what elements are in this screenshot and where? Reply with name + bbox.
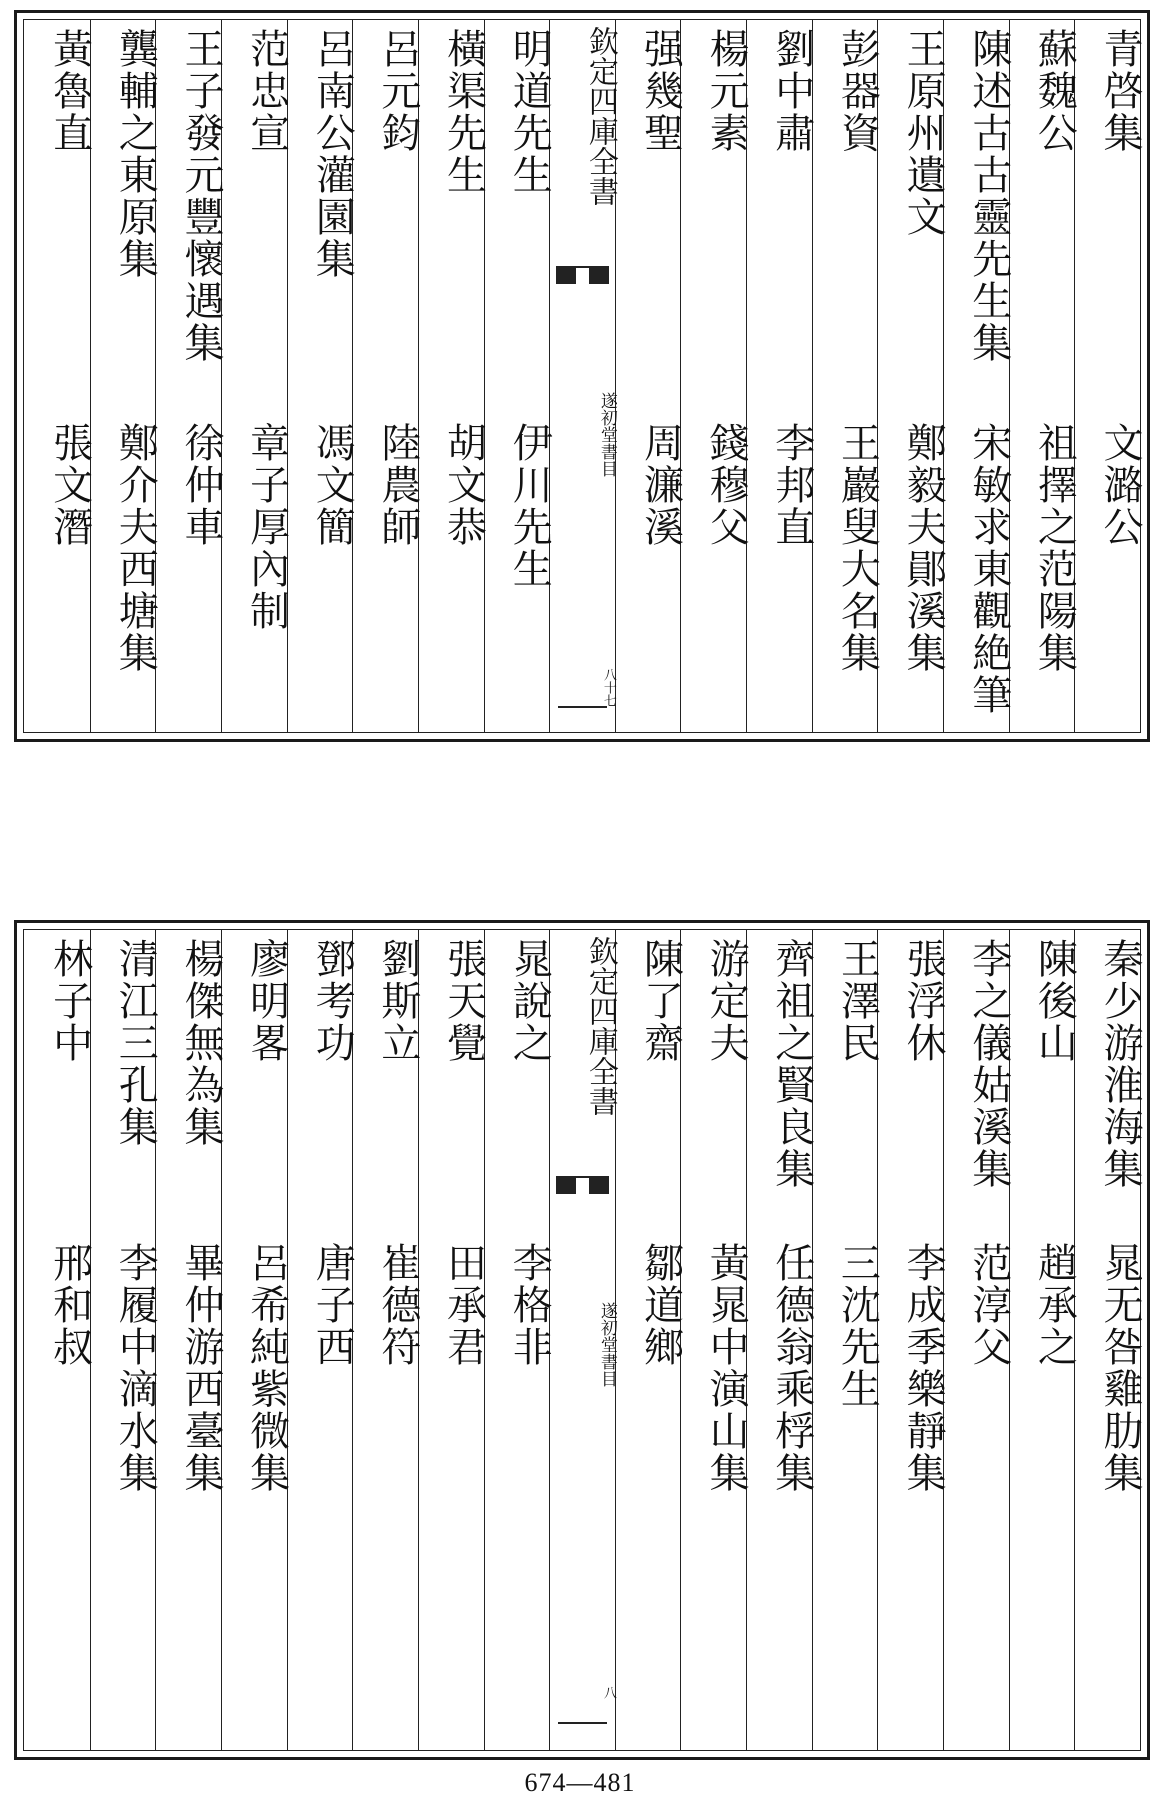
secondary-entry: 畢仲游西臺集: [177, 1242, 224, 1494]
secondary-entry: 宋敏求東觀絶筆: [965, 422, 1012, 716]
catalog-column: [943, 20, 1012, 732]
work-title: 鄧考功: [309, 938, 356, 1064]
secondary-entry: 胡文恭: [440, 422, 487, 548]
work-title: 蘇魏公: [1031, 28, 1078, 154]
catalog-column: [615, 20, 684, 732]
secondary-entry: 文潞公: [1097, 422, 1143, 548]
catalog-column: [615, 930, 684, 1750]
secondary-entry: 晁无咎雞肋集: [1097, 1242, 1143, 1494]
lower-page-columns: [23, 929, 1141, 1751]
work-title: 彭器資: [834, 28, 881, 154]
catalog-column: [418, 20, 487, 732]
catalog-column: [877, 930, 947, 1750]
secondary-entry: 李邦直: [768, 422, 815, 548]
work-title: 橫渠先生: [440, 28, 487, 196]
work-title: 陳後山: [1031, 938, 1078, 1064]
work-title: 呂南公灌園集: [309, 28, 356, 280]
secondary-entry: 章子厚內制: [243, 422, 290, 632]
secondary-entry: 王巖叟大名集: [834, 422, 881, 674]
upper-page-columns: [23, 19, 1141, 733]
secondary-entry: 錢穆父: [703, 422, 750, 548]
secondary-entry: 鄒道鄉: [637, 1242, 684, 1368]
work-title: 强幾聖: [637, 28, 684, 154]
secondary-entry: 邢和叔: [46, 1242, 93, 1368]
catalog-column: [812, 20, 881, 732]
catalog-column: [680, 20, 750, 732]
page-number: 674—481: [524, 1768, 636, 1797]
work-title: 楊傑無為集: [177, 938, 224, 1148]
catalog-column: [24, 20, 93, 732]
work-title: 楊元素: [703, 28, 750, 154]
catalog-column: [1009, 20, 1078, 732]
work-title: 王澤民: [834, 938, 881, 1064]
work-title: 張浮休: [900, 938, 947, 1064]
catalog-column: [418, 930, 487, 1750]
catalog-column: [24, 930, 93, 1750]
catalog-column: [155, 20, 224, 732]
work-title: 呂元鈞: [374, 28, 421, 154]
work-title: 齊祖之賢良集: [768, 938, 815, 1190]
secondary-entry: 周濂溪: [637, 422, 684, 548]
secondary-entry: 黃晁中演山集: [703, 1242, 750, 1494]
secondary-entry: 趙承之: [1031, 1242, 1078, 1368]
lower-page-frame: [14, 920, 1150, 1760]
catalog-column: [877, 20, 947, 732]
folio-number: 八十七: [600, 668, 616, 707]
secondary-entry: 祖擇之范陽集: [1031, 422, 1078, 674]
catalog-column: [155, 930, 224, 1750]
secondary-entry: 徐仲車: [177, 422, 224, 548]
work-title: 游定夫: [703, 938, 750, 1064]
secondary-entry: 呂希純紫微集: [243, 1242, 290, 1494]
secondary-entry: 鄭介夫西塘集: [112, 422, 159, 674]
work-title: 王子發元豐懷遇集: [177, 28, 224, 364]
secondary-entry: 田承君: [440, 1242, 487, 1368]
secondary-entry: 唐子西: [309, 1242, 356, 1368]
secondary-entry: 伊川先生: [506, 422, 553, 590]
catalog-column: [1074, 930, 1143, 1750]
catalog-column: [680, 930, 750, 1750]
catalog-column: [221, 20, 290, 732]
work-title: 劉斯立: [374, 938, 421, 1064]
work-title: 林子中: [46, 938, 93, 1064]
secondary-entry: 任德翁乘桴集: [768, 1242, 815, 1494]
catalog-column: [1009, 930, 1078, 1750]
catalog-column: [352, 930, 421, 1750]
center-fold-column: [549, 20, 618, 732]
work-title: 李之儀姑溪集: [965, 938, 1012, 1190]
work-title: 劉中肅: [768, 28, 815, 154]
secondary-entry: 李成季樂靜集: [900, 1242, 947, 1494]
book-title-note: 遂初堂書目: [596, 1302, 617, 1387]
work-title: 龔輔之東原集: [112, 28, 159, 280]
catalog-column: [1074, 20, 1143, 732]
secondary-entry: 陸農師: [374, 422, 421, 548]
catalog-column: [746, 20, 815, 732]
work-title: 范忠宣: [243, 28, 290, 154]
upper-page-frame: [14, 10, 1150, 742]
fishtail-mark: [556, 266, 609, 290]
folio-number: 八: [600, 1686, 616, 1699]
work-title: 張天覺: [440, 938, 487, 1064]
secondary-entry: 三沈先生: [834, 1242, 881, 1410]
catalog-column: [287, 20, 356, 732]
work-title: 清江三孔集: [112, 938, 159, 1148]
catalog-column: [352, 20, 421, 732]
catalog-column: [812, 930, 881, 1750]
secondary-entry: 崔德符: [374, 1242, 421, 1368]
catalog-column: [484, 930, 553, 1750]
collection-title: 欽定四庫全書: [582, 936, 618, 1116]
work-title: 晁說之: [506, 938, 553, 1064]
work-title: 黃魯直: [46, 28, 93, 154]
catalog-column: [943, 930, 1012, 1750]
work-title: 明道先生: [506, 28, 553, 196]
secondary-entry: 李履中滴水集: [112, 1242, 159, 1494]
secondary-entry: 張文潛: [46, 422, 93, 548]
book-title-note: 遂初堂書目: [596, 392, 617, 477]
work-title: 秦少游淮海集: [1097, 938, 1143, 1190]
collection-title: 欽定四庫全書: [582, 26, 618, 206]
work-title: 王原州遺文: [900, 28, 947, 238]
secondary-entry: 范淳父: [965, 1242, 1012, 1368]
catalog-column: [90, 20, 159, 732]
work-title: 青啓集: [1097, 28, 1143, 154]
fishtail-mark: [556, 1176, 609, 1200]
folio-rule: [558, 706, 607, 708]
secondary-entry: 鄭毅夫鄖溪集: [900, 422, 947, 674]
work-title: 陳述古古靈先生集: [965, 28, 1012, 364]
work-title: 陳了齋: [637, 938, 684, 1064]
catalog-column: [90, 930, 159, 1750]
secondary-entry: 李格非: [506, 1242, 553, 1368]
catalog-column: [484, 20, 553, 732]
catalog-column: [287, 930, 356, 1750]
catalog-column: [221, 930, 290, 1750]
folio-rule: [558, 1722, 607, 1724]
catalog-column: [746, 930, 815, 1750]
center-fold-column: [549, 930, 618, 1750]
secondary-entry: 馮文簡: [309, 422, 356, 548]
work-title: 廖明畧: [243, 938, 290, 1064]
